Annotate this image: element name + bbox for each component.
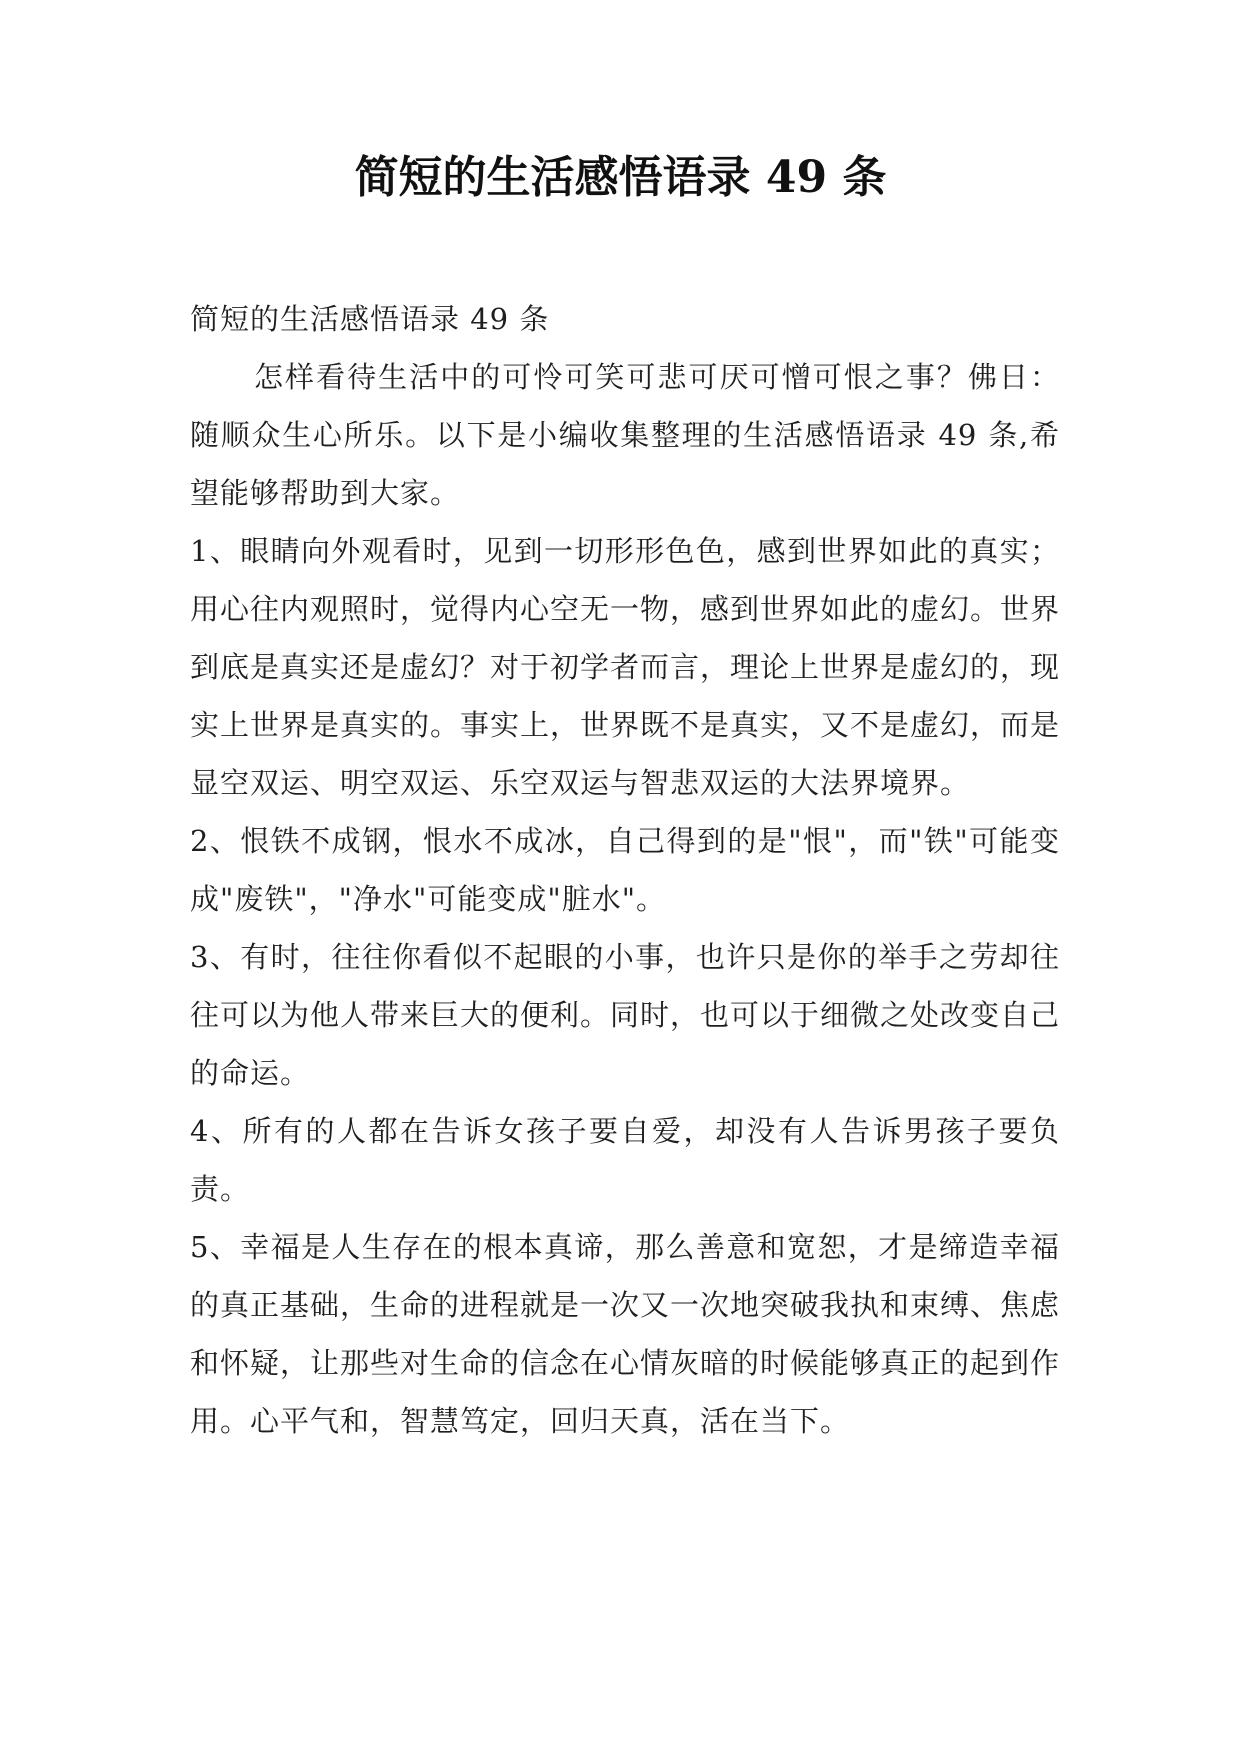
intro-paragraph: 怎样看待生活中的可怜可笑可悲可厌可憎可恨之事？佛日：随顺众生心所乐。以下是小编收集整理的生活感悟语录 49 条,希望能够帮助到大家。 xyxy=(190,360,1060,510)
quote-item-1: 1、眼睛向外观看时，见到一切形形色色，感到世界如此的真实；用心往内观照时，觉得内心空无一物，感到世界如此的虚幻。世界到底是真实还是虚幻？对于初学者而言，理论上世界是虚幻的，现实上世界是真实的。事实上，世界既不是真实，又不是虚幻，而是显空双运、明空双运、乐空双运与智悲双运的大法界境界。 xyxy=(190,534,1061,800)
document-body xyxy=(190,290,1060,1450)
document-subtitle: 简短的生活感悟语录 49 条 xyxy=(190,302,550,336)
quote-item-3: 3、有时，往往你看似不起眼的小事，也许只是你的举手之劳却往往可以为他人带来巨大的便利。同时，也可以于细微之处改变自己的命运。 xyxy=(190,940,1061,1090)
document-title: 简短的生活感悟语录 49 条 xyxy=(354,152,887,203)
quote-item-5: 5、幸福是人生存在的根本真谛，那么善意和宽恕，才是缔造幸福的真正基础，生命的进程就是一次又一次地突破我执和束缚、焦虑和怀疑，让那些对生命的信念在心情灰暗的时候能够真正的起到作用。心平气和，智慧笃定，回归天真，活在当下。 xyxy=(190,1230,1061,1438)
quote-item-2: 2、恨铁不成钢，恨水不成冰，自己得到的是"恨"，而"铁"可能变成"废铁"，"净水"可能变成"脏水"。 xyxy=(190,824,1060,916)
quote-item-4: 4、所有的人都在告诉女孩子要自爱，却没有人告诉男孩子要负责。 xyxy=(190,1114,1060,1206)
